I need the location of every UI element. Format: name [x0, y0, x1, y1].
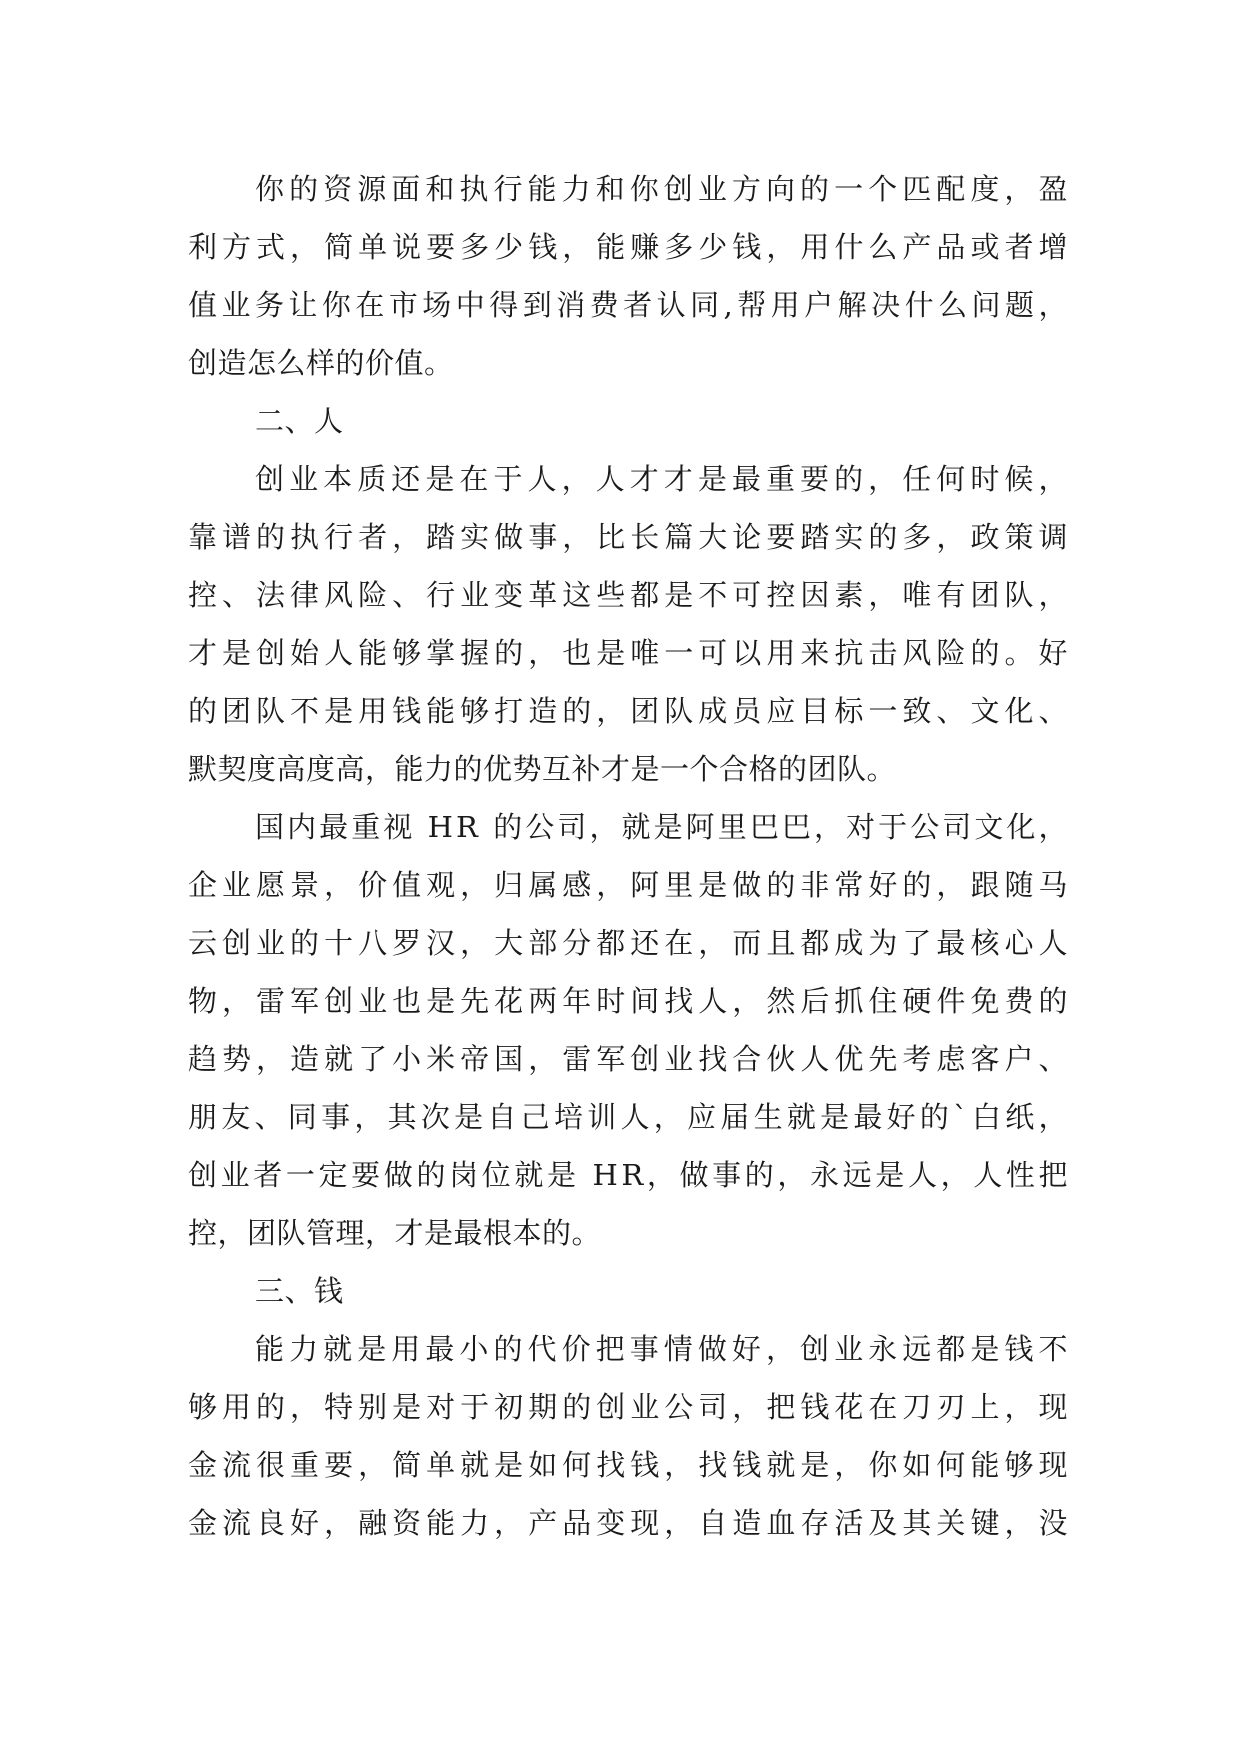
- text-line: 控、法律风险、行业变革这些都是不可控因素，唯有团队，: [188, 578, 1073, 612]
- text-line: 控，团队管理，才是最根本的。: [188, 1216, 602, 1250]
- text-line: 创业者一定要做的岗位就是 HR，做事的，永远是人，人性把: [188, 1158, 1072, 1192]
- text-line: 靠谱的执行者，踏实做事，比长篇大论要踏实的多，政策调: [188, 520, 1073, 554]
- text-line: 够用的，特别是对于初期的创业公司，把钱花在刀刃上，现: [188, 1390, 1073, 1424]
- text-line: 利方式，简单说要多少钱，能赚多少钱，用什么产品或者增: [188, 230, 1073, 264]
- text-line: 金流很重要，简单就是如何找钱，找钱就是，你如何能够现: [188, 1448, 1073, 1482]
- text-line: 朋友、同事，其次是自己培训人，应届生就是最好的`白纸，: [188, 1100, 1072, 1134]
- text-line: 你的资源面和执行能力和你创业方向的一个匹配度，盈: [255, 172, 1073, 206]
- document-body: [188, 160, 1073, 1552]
- text-line: 金流良好，融资能力，产品变现，自造血存活及其关键，没: [188, 1506, 1073, 1540]
- text-line: 三、钱: [255, 1274, 344, 1308]
- text-line: 二、人: [255, 404, 344, 438]
- text-line: 才是创始人能够掌握的，也是唯一可以用来抗击风险的。好: [188, 636, 1073, 670]
- text-line: 创业本质还是在于人，人才才是最重要的，任何时候，: [255, 462, 1073, 496]
- text-line: 国内最重视 HR 的公司，就是阿里巴巴，对于公司文化，: [255, 810, 1071, 844]
- text-line: 趋势，造就了小米帝国，雷军创业找合伙人优先考虑客户、: [188, 1042, 1073, 1076]
- text-line: 默契度高度高，能力的优势互补才是一个合格的团队。: [188, 752, 897, 786]
- text-line: 的团队不是用钱能够打造的，团队成员应目标一致、文化、: [188, 694, 1073, 728]
- text-line: 企业愿景，价值观，归属感，阿里是做的非常好的，跟随马: [188, 868, 1073, 902]
- text-line: 值业务让你在市场中得到消费者认同,帮用户解决什么问题，: [188, 288, 1072, 322]
- text-line: 云创业的十八罗汉，大部分都还在，而且都成为了最核心人: [188, 926, 1073, 960]
- text-line: 创造怎么样的价值。: [188, 346, 454, 380]
- text-line: 能力就是用最小的代价把事情做好，创业永远都是钱不: [255, 1332, 1073, 1366]
- text-line: 物，雷军创业也是先花两年时间找人，然后抓住硬件免费的: [188, 984, 1073, 1018]
